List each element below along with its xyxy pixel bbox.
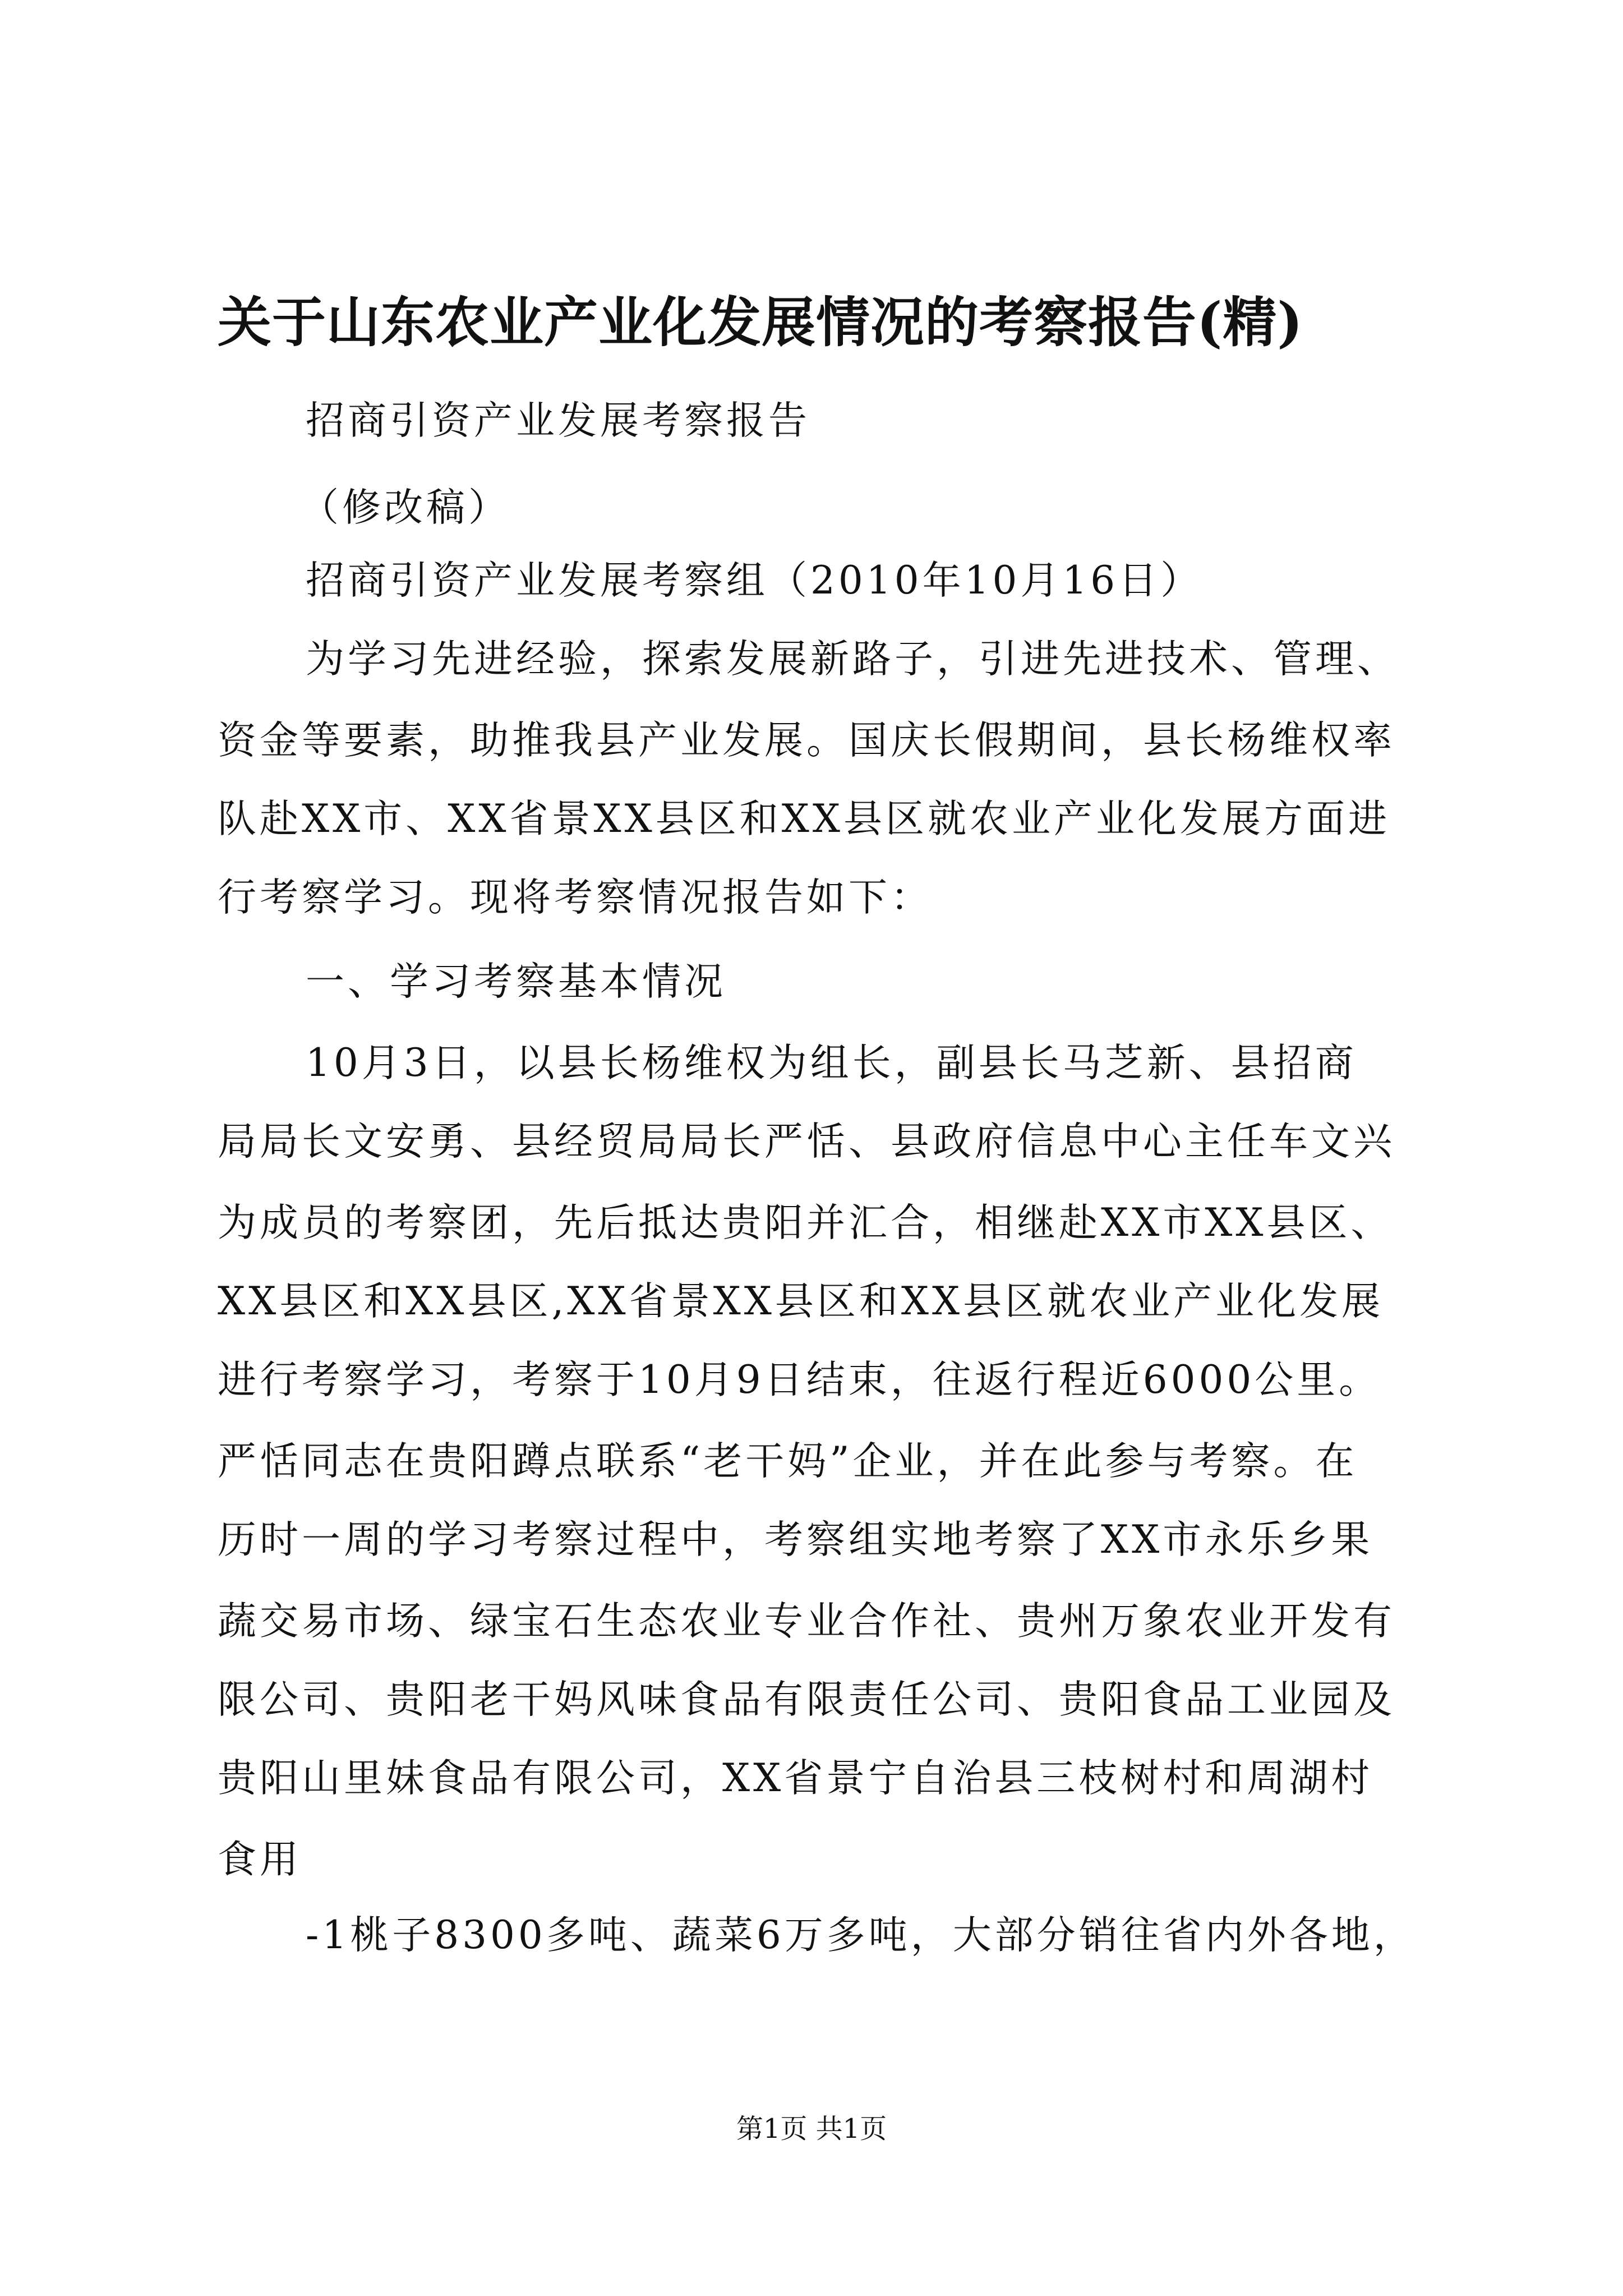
paragraph-line: 严恬同志在贵阳蹲点联系“老干妈”企业，并在此参与考察。在 [218,1439,1358,1484]
paragraph-line: 队赴XX市、XX省景XX县区和XX县区就农业产业化发展方面进 [218,797,1390,841]
paragraph-line: 为成员的考察团，先后抵达贵阳并汇合，相继赴XX市XX县区、 [218,1200,1393,1245]
paragraph-line: 行考察学习。现将考察情况报告如下： [218,875,933,920]
paragraph-line: 资金等要素，助推我县产业发展。国庆长假期间，县长杨维权率 [218,718,1395,763]
paragraph-line: 局局长文安勇、县经贸局局长严恬、县政府信息中心主任车文兴 [218,1119,1395,1164]
paragraph-line: 10月3日，以县长杨维权为组长，副县长马芝新、县招商 [306,1041,1357,1085]
paragraph-line: 为学习先进经验，探索发展新路子，引进先进技术、管理、 [306,637,1399,682]
document-title: 关于山东农业产业化发展情况的考察报告(精) [218,291,1303,354]
section-heading: 一、学习考察基本情况 [306,959,726,1004]
paragraph-line: -1桃子8300多吨、蔬菜6万多吨，大部分销往省内外各地， [306,1913,1415,1958]
page-footer: 第1页 共1页 [736,2113,887,2145]
revision-note: （修改稿） [300,485,510,530]
paragraph-line: 贵阳山里妹食品有限公司，XX省景宁自治县三枝树村和周湖村 [218,1756,1373,1801]
paragraph-line: XX县区和XX县区,XX省景XX县区和XX县区就农业产业化发展 [218,1279,1384,1324]
paragraph-line: 蔬交易市场、绿宝石生态农业专业合作社、贵州万象农业开发有 [218,1599,1395,1644]
paragraph-line: 食用 [218,1837,302,1882]
paragraph-line: 限公司、贵阳老干妈风味食品有限责任公司、贵阳食品工业园及 [218,1677,1395,1722]
document-subtitle: 招商引资产业发展考察报告 [306,398,810,443]
author-date-line: 招商引资产业发展考察组（2010年10月16日） [306,558,1203,603]
paragraph-line: 进行考察学习，考察于10月9日结束，往返行程近6000公里。 [218,1358,1381,1402]
paragraph-line: 历时一周的学习考察过程中，考察组实地考察了XX市永乐乡果 [218,1517,1373,1562]
